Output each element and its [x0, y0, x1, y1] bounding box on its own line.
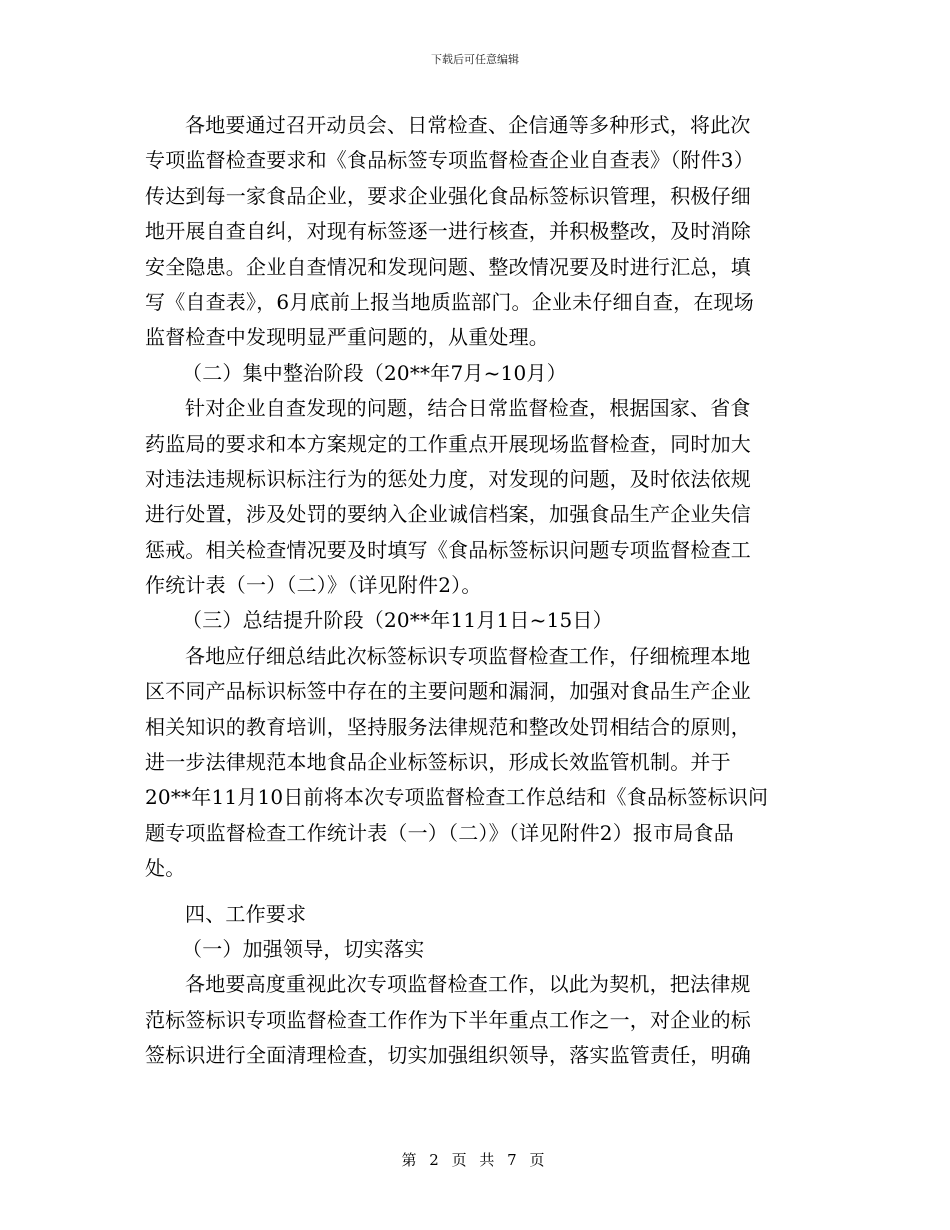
paragraph-line: 各地应仔细总结此次标签标识专项监督检查工作，仔细梳理本地 — [185, 643, 751, 668]
paragraph-line: 题专项监督检查工作统计表（一）（二）》（详见附件2）报市局食品 — [145, 820, 734, 845]
paragraph-line: 处。 — [145, 856, 186, 881]
paragraph-line: 专项监督检查要求和《食品标签专项监督检查企业自查表》（附件3） — [145, 148, 754, 173]
paragraph-line: 范标签标识专项监督检查工作作为下半年重点工作之一，对企业的标 — [145, 1007, 751, 1032]
paragraph-line: 相关知识的教育培训，坚持服务法律规范和整改处罚相结合的原则， — [145, 714, 751, 739]
page-footer: 第 2 页 共 7 页 — [401, 1151, 549, 1169]
section-heading: （二）集中整治阶段（20**年7月~10月） — [182, 360, 567, 385]
paragraph-line: 进一步法律规范本地食品企业标签标识，形成长效监管机制。并于 — [145, 750, 731, 775]
section-heading: （三）总结提升阶段（20**年11月1日~15日） — [182, 608, 613, 633]
paragraph-line: 对违法违规标识标注行为的惩处力度，对发现的问题，及时依法依规 — [145, 466, 751, 491]
paragraph-line: 写《自查表》，6月底前上报当地质监部门。企业未仔细自查，在现场 — [145, 289, 754, 314]
paragraph-line: 各地要通过召开动员会、日常检查、企信通等多种形式，将此次 — [185, 113, 751, 137]
paragraph-line: 传达到每一家食品企业，要求企业强化食品标签标识管理，积极仔细 — [145, 183, 751, 208]
paragraph-line: 针对企业自查发现的问题，结合日常监督检查，根据国家、省食 — [185, 396, 751, 421]
paragraph-line: 各地要高度重视此次专项监督检查工作，以此为契机，把法律规 — [185, 972, 751, 997]
paragraph-gap — [145, 887, 810, 897]
paragraph-line: 监督检查中发现明显严重问题的，从重处理。 — [145, 325, 549, 350]
paragraph-line: 惩戒。相关检查情况要及时填写《食品标签标识问题专项监督检查工 — [145, 537, 751, 562]
section-heading: （一）加强领导，切实落实 — [182, 936, 425, 961]
paragraph-line: 作统计表（一）（二）》（详见附件2）。 — [145, 573, 482, 598]
document-body — [145, 108, 810, 1074]
paragraph-line: 区不同产品标识标签中存在的主要问题和漏洞，加强对食品生产企业 — [145, 679, 751, 704]
page-header: 下载后可任意编辑 — [431, 53, 519, 66]
paragraph-line: 地开展自查自纠，对现有标签逐一进行核查，并积极整改，及时消除 — [145, 219, 751, 244]
paragraph-line: 安全隐患。企业自查情况和发现问题、整改情况要及时进行汇总，填 — [145, 254, 751, 279]
section-heading: 四、工作要求 — [185, 901, 307, 926]
paragraph-line: 20**年11月10日前将本次专项监督检查工作总结和《食品标签标识问 — [145, 785, 769, 810]
paragraph-line: 药监局的要求和本方案规定的工作重点开展现场监督检查，同时加大 — [145, 431, 751, 456]
paragraph-line: 进行处置，涉及处罚的要纳入企业诚信档案，加强食品生产企业失信 — [145, 502, 751, 527]
paragraph-line: 签标识进行全面清理检查，切实加强组织领导，落实监管责任，明确 — [145, 1043, 751, 1068]
